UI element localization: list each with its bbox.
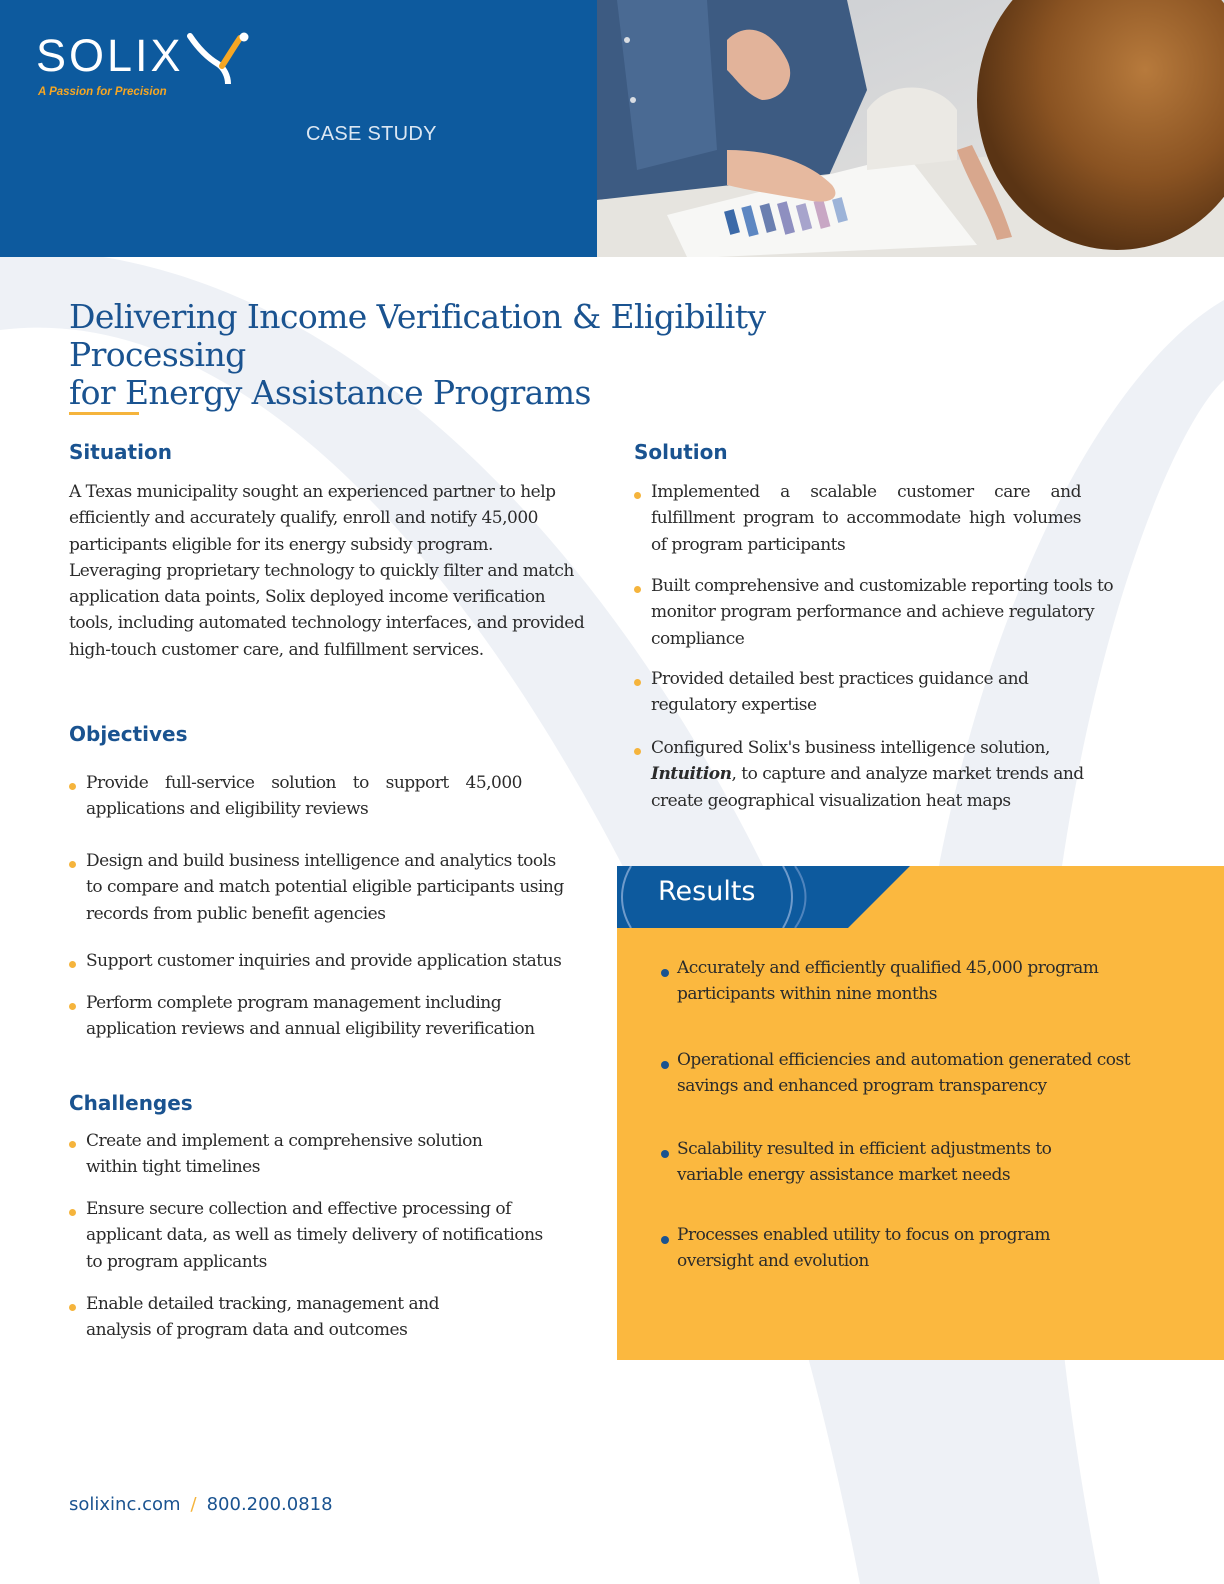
bullet-icon: [69, 783, 76, 790]
situation-heading: Situation: [69, 440, 172, 464]
intuition-product-name: Intuition: [651, 764, 732, 785]
result-text: Accurately and efficiently qualified 45,000 program participants within nine months: [677, 958, 1099, 1005]
bullet-icon: [69, 1209, 76, 1216]
page-title-line-1: Delivering Income Verification & Eligibility Processing: [69, 297, 766, 374]
results-panel: [617, 866, 1224, 1360]
objectives-heading: Objectives: [69, 722, 188, 746]
challenge-item: [69, 1291, 486, 1344]
header-photo: [597, 0, 1224, 257]
solution-text: Implemented a scalable customer care and fulfillment program to accommodate high volumes of program participants: [651, 482, 1081, 555]
page-title-line-2: for Energy Assistance Programs: [69, 373, 591, 412]
solution-item: [634, 479, 1081, 558]
phone-number[interactable]: 800.200.0818: [206, 1494, 333, 1515]
solution-item: [634, 573, 1121, 652]
solution-item: [634, 666, 1071, 719]
objective-item: [69, 770, 522, 823]
bullet-icon: [69, 961, 76, 968]
challenge-text: Ensure secure collection and effective processing of applicant data, as well as timely delivery of notifications to program applicants: [86, 1199, 543, 1272]
solution-text: Built comprehensive and customizable reporting tools to monitor program performance and achieve regulatory compliance: [651, 576, 1114, 649]
objective-item: [69, 990, 546, 1043]
bullet-icon: [661, 1061, 669, 1069]
solix-logo: [36, 30, 184, 82]
objective-item: [69, 848, 576, 927]
logo-tagline: A Passion for Precision: [38, 86, 167, 98]
bullet-icon: [634, 492, 641, 499]
bullet-icon: [661, 969, 669, 977]
bullet-icon: [634, 586, 641, 593]
challenge-text: Enable detailed tracking, management and analysis of program data and outcomes: [86, 1294, 440, 1341]
result-item: [661, 1047, 1137, 1100]
bullet-icon: [69, 861, 76, 868]
objective-item: [69, 948, 606, 974]
challenge-item: [69, 1128, 526, 1181]
bullet-icon: [69, 1141, 76, 1148]
page-title: [69, 298, 929, 412]
challenges-heading: Challenges: [69, 1091, 193, 1115]
bullet-icon: [661, 1150, 669, 1158]
result-item: [661, 1136, 1097, 1189]
footer-separator: /: [190, 1494, 197, 1515]
result-text: Operational efficiencies and automation generated cost savings and enhanced program transparency: [677, 1050, 1131, 1097]
solution-text: Provided detailed best practices guidance and regulatory expertise: [651, 669, 1029, 716]
result-item: [661, 955, 1137, 1008]
objective-text: Provide full-service solution to support 45,000 applications and eligibility reviews: [86, 773, 522, 820]
challenge-text: Create and implement a comprehensive solution within tight timelines: [86, 1131, 483, 1178]
bullet-icon: [69, 1304, 76, 1311]
objective-text: Perform complete program management including application reviews and annual eligibility reverification: [86, 993, 535, 1040]
result-text: Processes enabled utility to focus on program oversight and evolution: [677, 1225, 1050, 1272]
bullet-icon: [634, 748, 641, 755]
situation-paragraph: A Texas municipality sought an experienced partner to help efficiently and accurately qualify, enroll and notify 45,000 participants eligible for its energy subsidy program. Leveraging proprietary technology to quickly filter and match application data points, Solix deployed income verification tools, including automated technology interfaces, and provided high-touch customer care, and fulfillment services.: [69, 482, 585, 660]
objective-text: Design and build business intelligence and analytics tools to compare and match potential eligible participants using records from public benefit agencies: [86, 851, 564, 924]
results-heading: Results: [658, 876, 756, 907]
result-text: Scalability resulted in efficient adjustments to variable energy assistance market needs: [677, 1139, 1052, 1186]
case-study-label: CASE STUDY: [306, 123, 437, 145]
footer-contact: [69, 1494, 333, 1515]
bullet-icon: [661, 1236, 669, 1244]
objective-text: Support customer inquiries and provide application status: [86, 951, 562, 971]
solution-text-suffix: , to capture and analyze market trends and create geographical visualization heat maps: [651, 764, 1084, 811]
solution-heading: Solution: [634, 440, 728, 464]
website-link[interactable]: solixinc.com: [69, 1494, 181, 1515]
solution-text-prefix: Configured Solix's business intelligence solution,: [651, 738, 1050, 758]
bullet-icon: [69, 1003, 76, 1010]
solution-item: [634, 735, 1121, 814]
title-divider: [69, 412, 139, 415]
challenge-item: [69, 1196, 556, 1275]
result-item: [661, 1222, 1097, 1275]
header-band: [0, 0, 597, 257]
logo-figure-icon: [182, 32, 254, 84]
logo-wordmark: SOLIX: [36, 30, 184, 81]
meeting-photo-illustration: [597, 0, 1224, 257]
bullet-icon: [634, 679, 641, 686]
